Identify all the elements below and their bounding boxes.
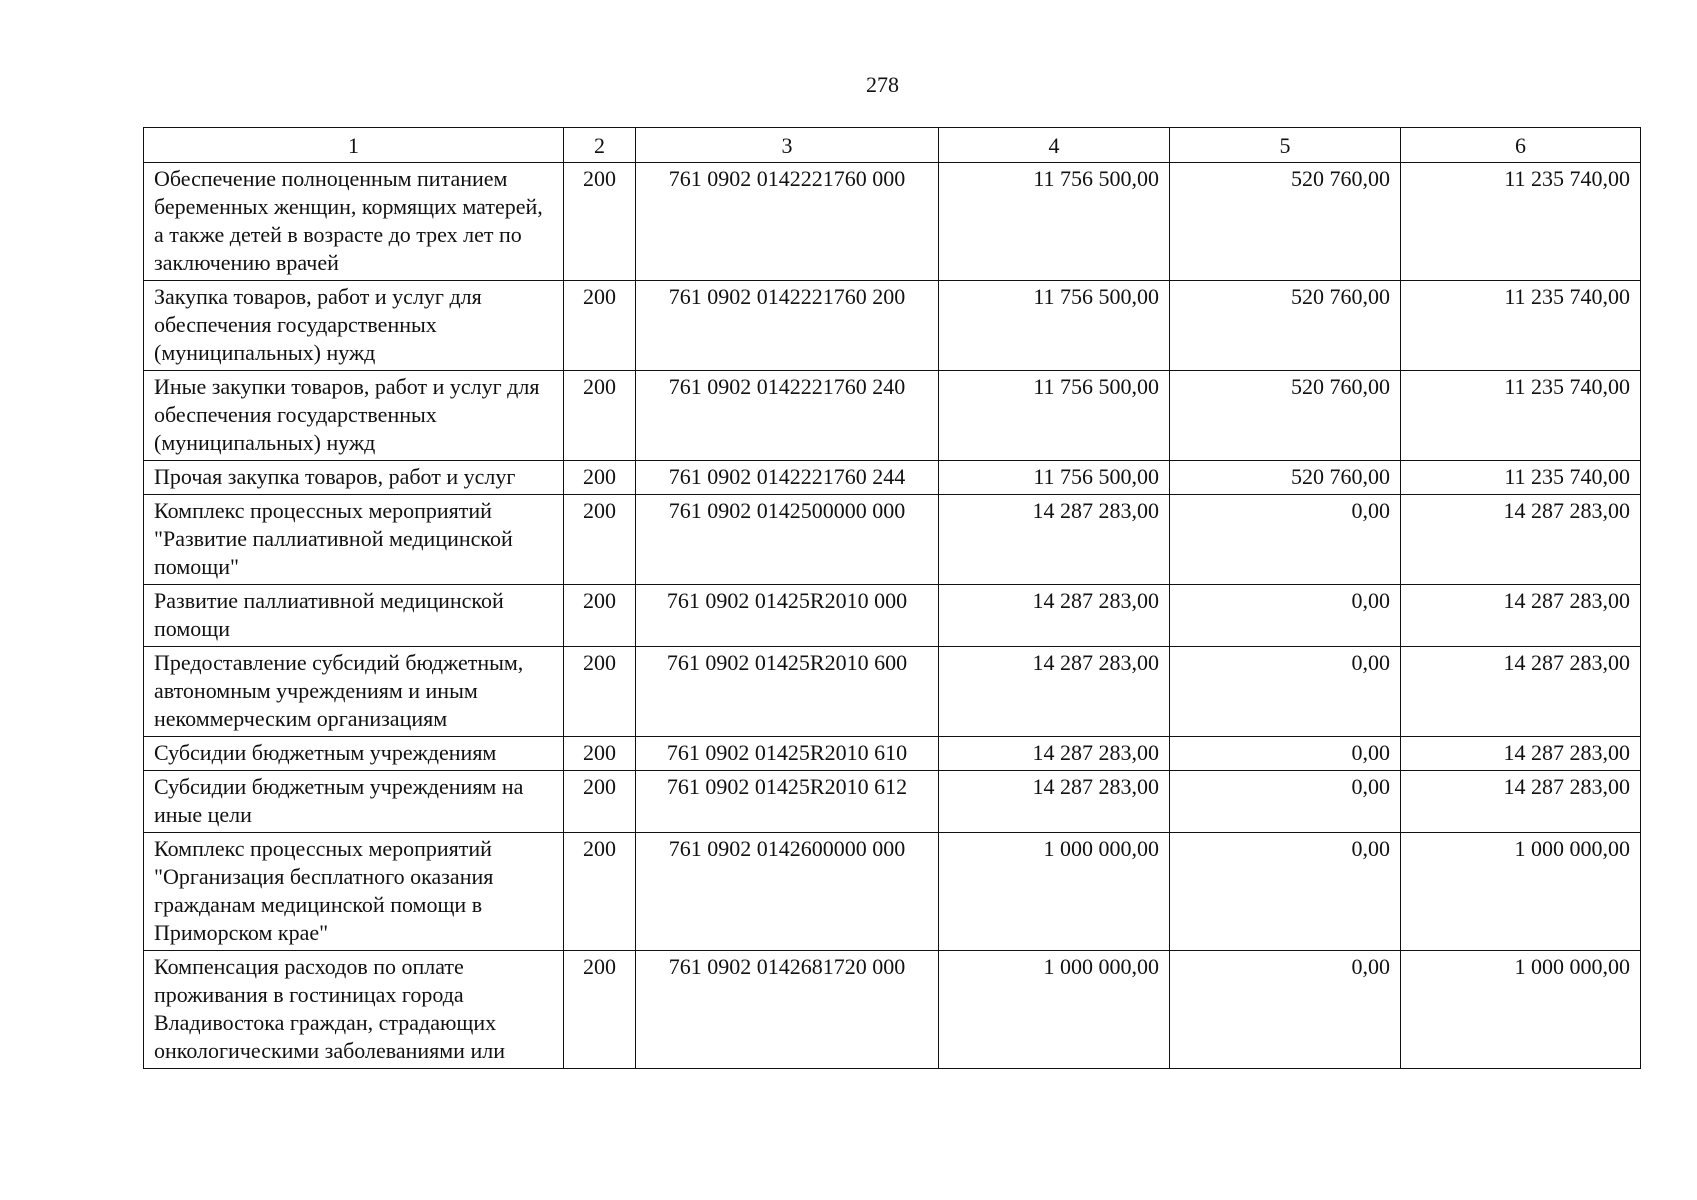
column-header: 6 — [1401, 128, 1641, 163]
row-name-cell: Обеспечение полноценным питанием беременных женщин, кормящих матерей, а также детей в возрасте до трех лет по заключению врачей — [144, 163, 564, 281]
row-amount-change-cell: 0,00 — [1170, 737, 1401, 771]
row-amount-plan-cell: 1 000 000,00 — [939, 833, 1170, 951]
row-amount-plan-cell: 14 287 283,00 — [939, 737, 1170, 771]
table-row — [144, 281, 1641, 371]
table-row — [144, 461, 1641, 495]
row-amount-plan-cell: 11 756 500,00 — [939, 163, 1170, 281]
row-name-cell: Закупка товаров, работ и услуг для обеспечения государственных (муниципальных) нужд — [144, 281, 564, 371]
row-amount-total-cell: 14 287 283,00 — [1401, 495, 1641, 585]
row-amount-total-cell: 1 000 000,00 — [1401, 951, 1641, 1069]
table-row — [144, 833, 1641, 951]
row-code-cell: 200 — [564, 737, 636, 771]
row-amount-total-cell: 14 287 283,00 — [1401, 585, 1641, 647]
row-kbk-cell: 761 0902 01425R2010 000 — [636, 585, 939, 647]
row-amount-plan-cell: 14 287 283,00 — [939, 495, 1170, 585]
row-code-cell: 200 — [564, 585, 636, 647]
row-code-cell: 200 — [564, 951, 636, 1069]
row-kbk-cell: 761 0902 0142681720 000 — [636, 951, 939, 1069]
table-row — [144, 647, 1641, 737]
row-amount-change-cell: 0,00 — [1170, 585, 1401, 647]
row-amount-total-cell: 11 235 740,00 — [1401, 163, 1641, 281]
row-amount-change-cell: 520 760,00 — [1170, 281, 1401, 371]
row-amount-change-cell: 0,00 — [1170, 647, 1401, 737]
column-header: 4 — [939, 128, 1170, 163]
row-amount-plan-cell: 14 287 283,00 — [939, 647, 1170, 737]
row-amount-change-cell: 520 760,00 — [1170, 461, 1401, 495]
table-row — [144, 737, 1641, 771]
row-name-cell: Комплекс процессных мероприятий "Развитие паллиативной медицинской помощи" — [144, 495, 564, 585]
row-amount-plan-cell: 11 756 500,00 — [939, 281, 1170, 371]
table-row — [144, 585, 1641, 647]
column-header: 2 — [564, 128, 636, 163]
row-amount-change-cell: 0,00 — [1170, 771, 1401, 833]
table-row — [144, 371, 1641, 461]
row-code-cell: 200 — [564, 461, 636, 495]
row-code-cell: 200 — [564, 833, 636, 951]
row-kbk-cell: 761 0902 01425R2010 600 — [636, 647, 939, 737]
row-name-cell: Развитие паллиативной медицинской помощи — [144, 585, 564, 647]
row-name-cell: Иные закупки товаров, работ и услуг для обеспечения государственных (муниципальных) нужд — [144, 371, 564, 461]
row-amount-plan-cell: 11 756 500,00 — [939, 371, 1170, 461]
row-amount-total-cell: 11 235 740,00 — [1401, 461, 1641, 495]
row-name-cell: Субсидии бюджетным учреждениям на иные цели — [144, 771, 564, 833]
row-amount-total-cell: 14 287 283,00 — [1401, 771, 1641, 833]
row-amount-plan-cell: 1 000 000,00 — [939, 951, 1170, 1069]
row-amount-total-cell: 11 235 740,00 — [1401, 281, 1641, 371]
row-name-cell: Компенсация расходов по оплате проживания в гостиницах города Владивостока граждан, страдающих онкологическими заболеваниями или — [144, 951, 564, 1069]
row-kbk-cell: 761 0902 0142221760 200 — [636, 281, 939, 371]
row-kbk-cell: 761 0902 01425R2010 610 — [636, 737, 939, 771]
row-code-cell: 200 — [564, 281, 636, 371]
row-amount-total-cell: 14 287 283,00 — [1401, 647, 1641, 737]
row-amount-total-cell: 1 000 000,00 — [1401, 833, 1641, 951]
table-row — [144, 495, 1641, 585]
header-row — [144, 128, 1641, 163]
row-name-cell: Прочая закупка товаров, работ и услуг — [144, 461, 564, 495]
row-name-cell: Субсидии бюджетным учреждениям — [144, 737, 564, 771]
row-code-cell: 200 — [564, 647, 636, 737]
row-code-cell: 200 — [564, 771, 636, 833]
row-amount-total-cell: 11 235 740,00 — [1401, 371, 1641, 461]
row-amount-total-cell: 14 287 283,00 — [1401, 737, 1641, 771]
row-kbk-cell: 761 0902 01425R2010 612 — [636, 771, 939, 833]
row-amount-change-cell: 0,00 — [1170, 833, 1401, 951]
row-amount-change-cell: 520 760,00 — [1170, 371, 1401, 461]
column-header: 1 — [144, 128, 564, 163]
page-number: 278 — [866, 72, 899, 97]
row-kbk-cell: 761 0902 0142600000 000 — [636, 833, 939, 951]
row-code-cell: 200 — [564, 371, 636, 461]
row-kbk-cell: 761 0902 0142221760 000 — [636, 163, 939, 281]
row-amount-change-cell: 0,00 — [1170, 951, 1401, 1069]
row-name-cell: Предоставление субсидий бюджетным, автономным учреждениям и иным некоммерческим организациям — [144, 647, 564, 737]
column-header: 5 — [1170, 128, 1401, 163]
row-amount-change-cell: 0,00 — [1170, 495, 1401, 585]
table-row — [144, 163, 1641, 281]
table-body — [144, 163, 1641, 1069]
row-code-cell: 200 — [564, 163, 636, 281]
table-row — [144, 951, 1641, 1069]
row-kbk-cell: 761 0902 0142221760 240 — [636, 371, 939, 461]
row-amount-plan-cell: 14 287 283,00 — [939, 771, 1170, 833]
table-header — [144, 128, 1641, 163]
row-kbk-cell: 761 0902 0142500000 000 — [636, 495, 939, 585]
row-code-cell: 200 — [564, 495, 636, 585]
table-row — [144, 771, 1641, 833]
row-amount-plan-cell: 11 756 500,00 — [939, 461, 1170, 495]
row-kbk-cell: 761 0902 0142221760 244 — [636, 461, 939, 495]
row-amount-plan-cell: 14 287 283,00 — [939, 585, 1170, 647]
row-amount-change-cell: 520 760,00 — [1170, 163, 1401, 281]
budget-table — [143, 127, 1641, 1069]
row-name-cell: Комплекс процессных мероприятий "Организация бесплатного оказания гражданам медицинской помощи в Приморском крае" — [144, 833, 564, 951]
column-header: 3 — [636, 128, 939, 163]
